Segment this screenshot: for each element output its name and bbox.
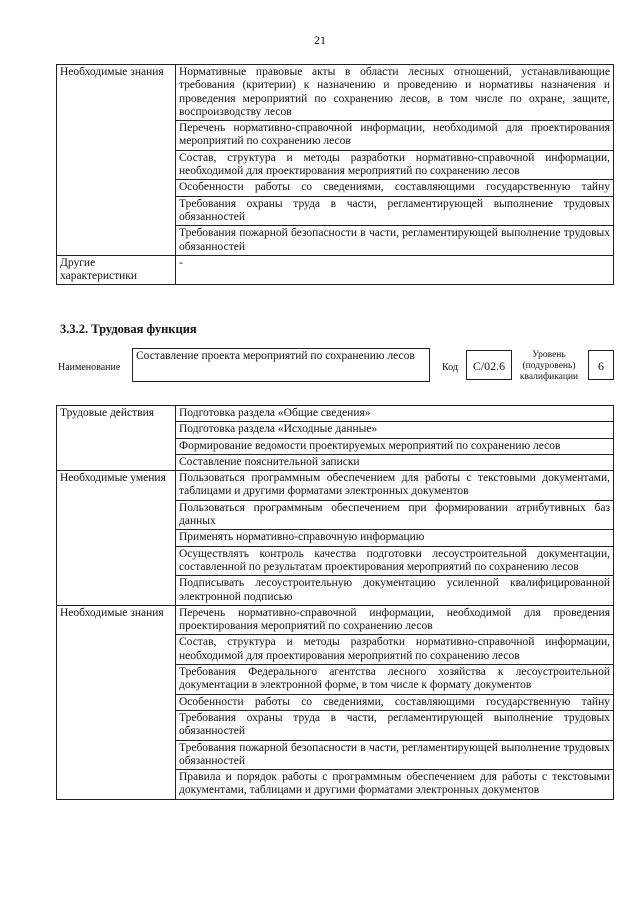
knowledge-item: Правила и порядок работы с программным обеспечением для работы с текстовыми документами, таблицами и другими форматами электронных документов	[176, 770, 614, 800]
action-item: Подготовка раздела «Общие сведения»	[176, 406, 614, 422]
qualification-level-value: 6	[588, 350, 614, 380]
function-header	[56, 348, 614, 388]
knowledge-label: Необходимые знания	[57, 65, 176, 256]
section-title: 3.3.2. Трудовая функция	[60, 322, 197, 336]
other-characteristics-label: Другие характеристики	[57, 255, 176, 285]
knowledge-item: Перечень нормативно-справочной информации, необходимой для проведения проектирования мероприятий по сохранению лесов	[176, 605, 614, 635]
action-item: Составление пояснительной записки	[176, 454, 614, 470]
function-code-value: C/02.6	[466, 350, 512, 380]
knowledge-item: Нормативные правовые акты в области лесных отношений, устанавливающие требования (критерии) к назначению и проведению и нормативы назначения и проведения мероприятий по сохранению лесов, в том числе по охране, защите, воспроизводству лесов	[176, 65, 614, 121]
knowledge-item: Требования Федерального агентства лесного хозяйства к лесоустроительной документации в электронной форме, в том числе к формату документов	[176, 665, 614, 695]
knowledge-item: Состав, структура и методы разработки нормативно-справочной информации, необходимой для проектирования мероприятий по сохранению лесов	[176, 635, 614, 665]
knowledge-item: Состав, структура и методы разработки нормативно-справочной информации, необходимой для проектирования мероприятий по сохранению лесов	[176, 150, 614, 180]
skill-item: Применять нормативно-справочную информацию	[176, 530, 614, 546]
skill-item: Осуществлять контроль качества подготовки лесоустроительной документации, составленной по результатам проектирования мероприятий по сохранению лесов	[176, 546, 614, 576]
page-number: 21	[314, 33, 326, 47]
skills-label: Необходимые умения	[57, 471, 176, 606]
action-item: Формирование ведомости проектируемых мероприятий по сохранению лесов	[176, 438, 614, 454]
skill-item: Пользоваться программным обеспечением при формировании атрибутивных баз данных	[176, 500, 614, 530]
knowledge-item: Требования охраны труда в части, регламентирующей выполнение трудовых обязанностей	[176, 710, 614, 740]
requirements-table-continued	[56, 64, 614, 285]
knowledge-item: Требования пожарной безопасности в части, регламентирующей выполнение трудовых обязанностей	[176, 740, 614, 770]
function-code-label: Код	[442, 362, 458, 373]
skill-item: Пользоваться программным обеспечением для работы с текстовыми документами, таблицами и другими форматами электронных документов	[176, 471, 614, 501]
knowledge-item: Требования охраны труда в части, регламентирующей выполнение трудовых обязанностей	[176, 196, 614, 226]
action-item: Подготовка раздела «Исходные данные»	[176, 422, 614, 438]
knowledge-item: Особенности работы со сведениями, составляющими государственную тайну	[176, 180, 614, 196]
function-name-value: Составление проекта мероприятий по сохранению лесов	[132, 348, 430, 382]
knowledge-label: Необходимые знания	[57, 605, 176, 799]
knowledge-item: Требования пожарной безопасности в части, регламентирующей выполнение трудовых обязанностей	[176, 226, 614, 256]
knowledge-item: Перечень нормативно-справочной информации, необходимой для проектирования мероприятий по сохранению лесов	[176, 121, 614, 151]
qualification-level-label: Уровень (подуровень) квалификации	[519, 350, 579, 382]
actions-label: Трудовые действия	[57, 406, 176, 471]
labor-function-table	[56, 405, 614, 800]
function-name-label: Наименование	[58, 362, 121, 373]
knowledge-item: Особенности работы со сведениями, составляющими государственную тайну	[176, 694, 614, 710]
other-characteristics-value: -	[176, 255, 614, 285]
skill-item: Подписывать лесоустроительную документацию усиленной квалифицированной электронной подписью	[176, 576, 614, 606]
